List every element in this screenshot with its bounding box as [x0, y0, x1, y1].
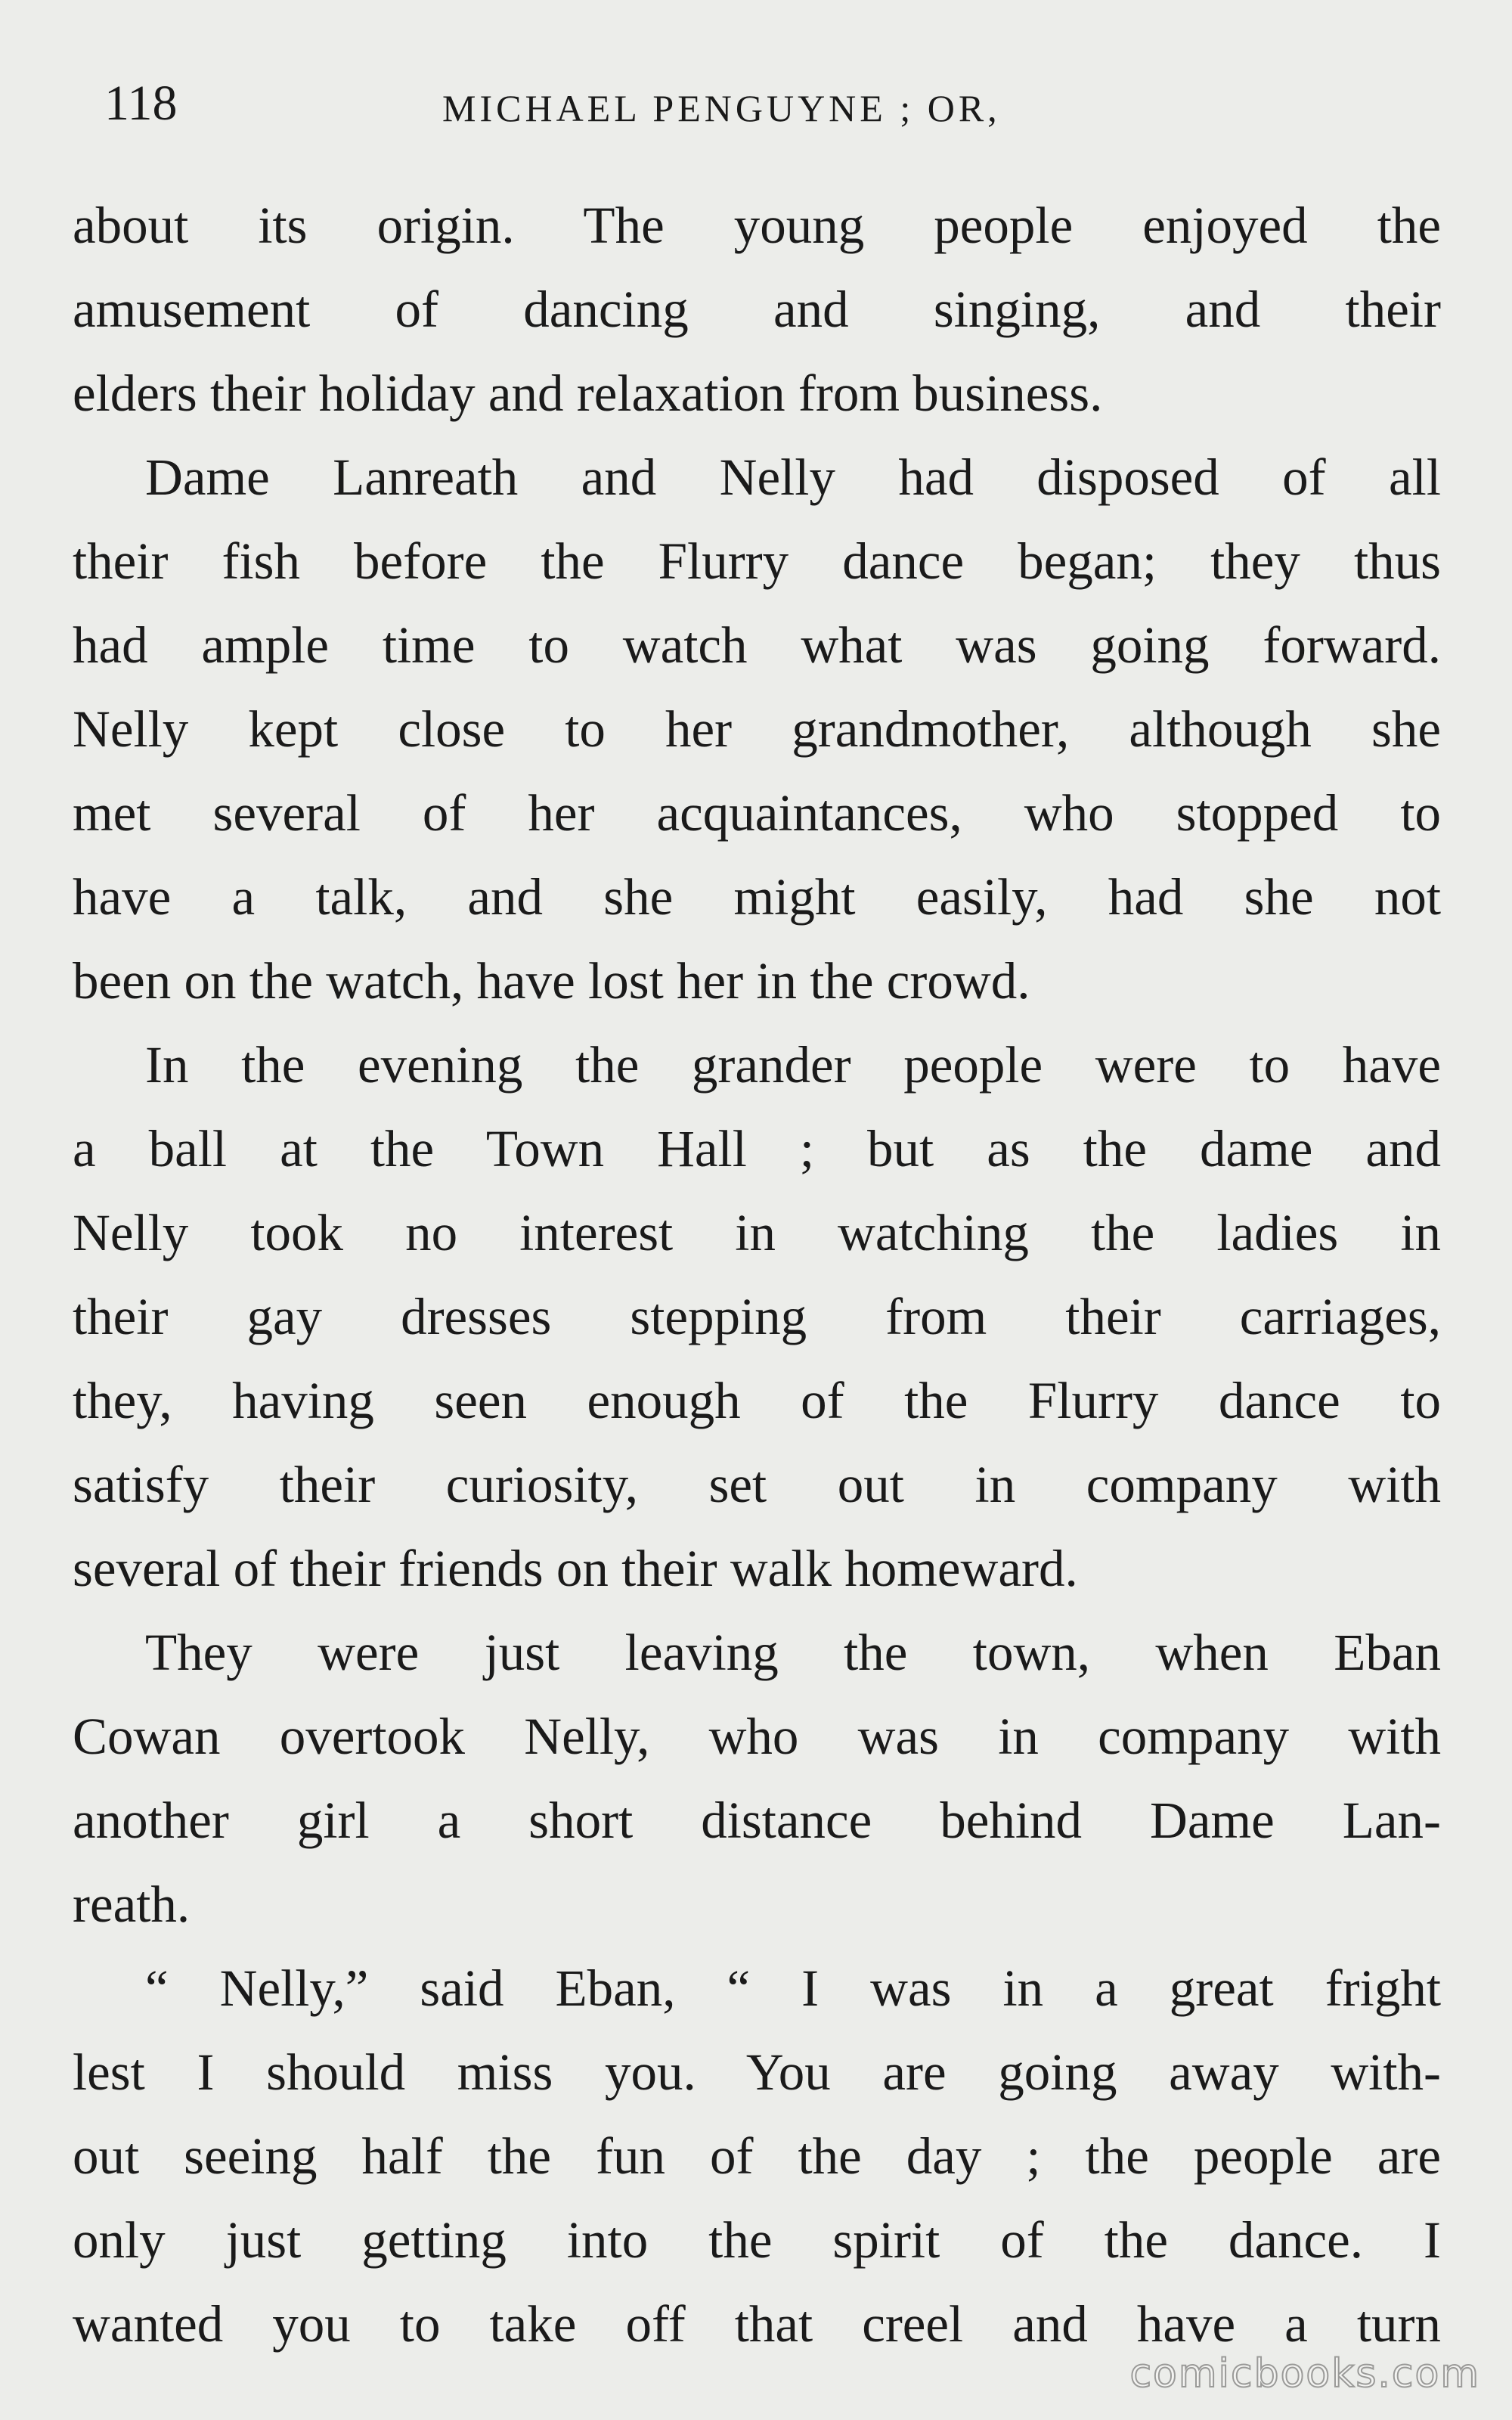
text-line: reath. [73, 1876, 191, 1933]
text-line: They were just leaving the town, when Eban [145, 1624, 1441, 1681]
text-line: have a talk, and she might easily, had she not [73, 868, 1441, 926]
text-line: met several of her acquaintances, who stopped to [73, 784, 1441, 842]
text-line: wanted you to take off that creel and have a turn [73, 2295, 1441, 2353]
text-line: about its origin. The young people enjoyed the [73, 197, 1441, 254]
text-line: lest I should miss you. You are going away with- [73, 2043, 1441, 2101]
page-number: 118 [104, 76, 178, 131]
body-text [73, 184, 1441, 2366]
text-line: several of their friends on their walk homeward. [73, 1540, 1078, 1597]
text-line: out seeing half the fun of the day ; the people are [73, 2127, 1441, 2185]
text-line: their fish before the Flurry dance began; they thus [73, 532, 1441, 590]
text-line: Nelly took no interest in watching the ladies in [73, 1204, 1441, 1261]
text-line: their gay dresses stepping from their carriages, [73, 1288, 1441, 1345]
text-line: a ball at the Town Hall ; but as the dame and [73, 1120, 1441, 1177]
text-line: Nelly kept close to her grandmother, although she [73, 700, 1441, 758]
text-line: Cowan overtook Nelly, who was in company with [73, 1708, 1441, 1765]
text-line: only just getting into the spirit of the dance. I [73, 2211, 1441, 2269]
text-line: they, having seen enough of the Flurry dance to [73, 1372, 1441, 1429]
text-line: In the evening the grander people were to have [145, 1036, 1441, 1094]
text-line: Dame Lanreath and Nelly had disposed of all [145, 448, 1441, 506]
text-line: amusement of dancing and singing, and their [73, 281, 1441, 338]
text-line: elders their holiday and relaxation from business. [73, 365, 1103, 422]
text-line: had ample time to watch what was going forward. [73, 616, 1441, 674]
text-line: satisfy their curiosity, set out in company with [73, 1456, 1441, 1513]
page-header [98, 70, 1444, 138]
text-line: another girl a short distance behind Dame Lan- [73, 1792, 1441, 1849]
watermark: comicbooks.com [1129, 2351, 1480, 2397]
text-line: “ Nelly,” said Eban, “ I was in a great fright [145, 1959, 1441, 2017]
running-head: MICHAEL PENGUYNE ; OR, [442, 87, 1001, 129]
text-line: been on the watch, have lost her in the crowd. [73, 952, 1030, 1010]
